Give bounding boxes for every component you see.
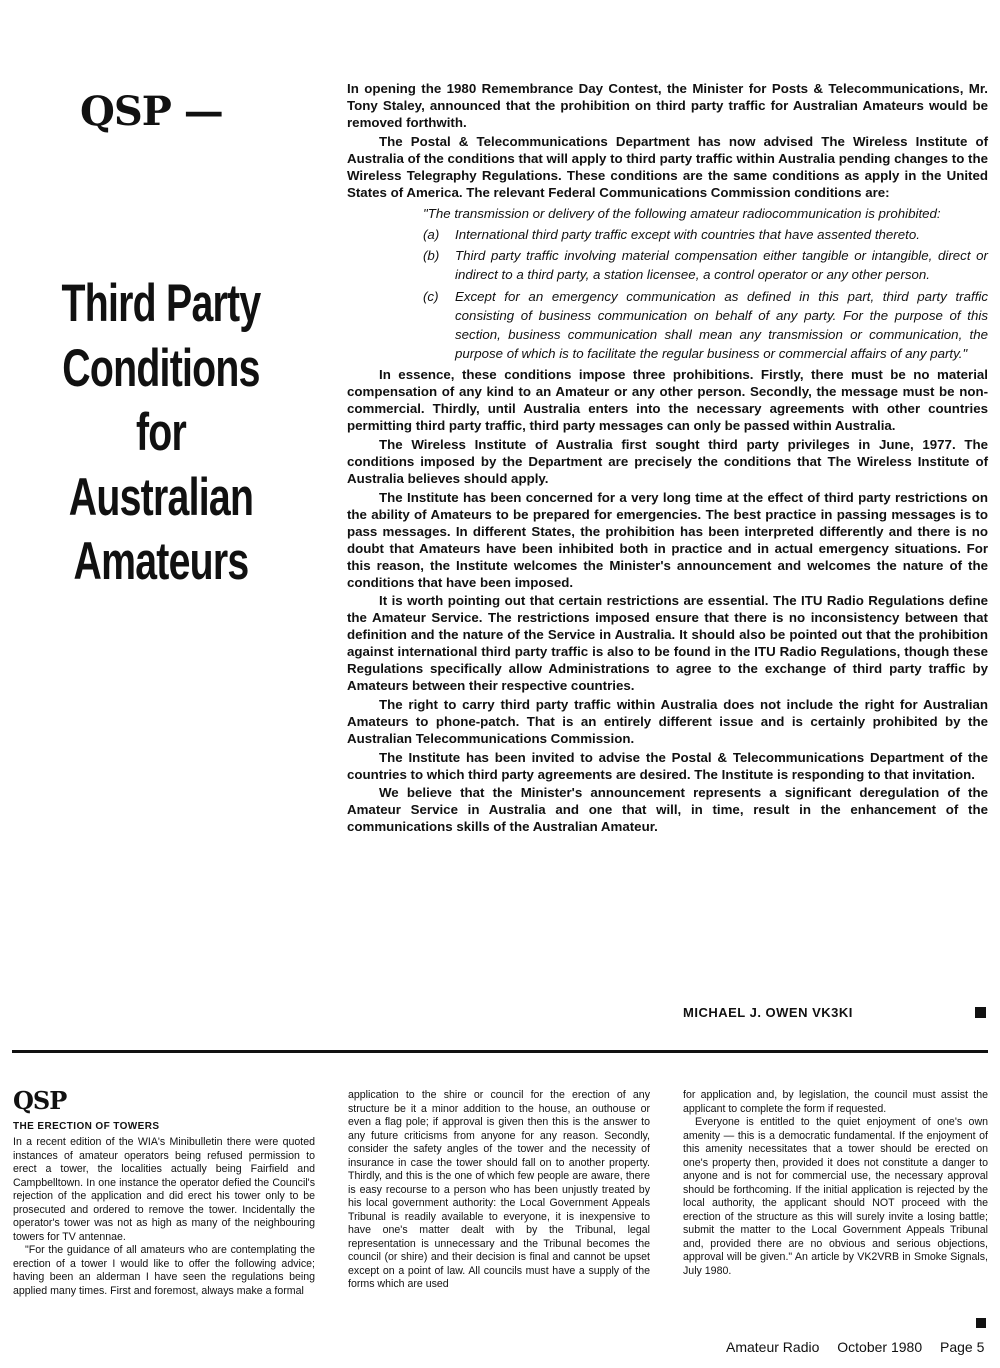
article-paragraph: It is worth pointing out that certain restrictions are essential. The ITU Radio Regulations define the Amateur Service. The restrictions imposed ensure that there is no inconsistency between that definition and the nature of the Service in Australia. It should also be pointed out that the prohibition against international third party traffic is also to be found in the ITU Radio Regulations, though these Regulations specifically allow Administrations to agree to the exchange of third party traffic by Amateurs between their respective countries.	[347, 593, 988, 694]
quote-item-label: (a)	[423, 226, 440, 242]
article-paragraph: We believe that the Minister's announcement represents a significant deregulation of the Amateur Service in Australia and one that will, in time, result in the enhancement of the communications skills of the Australian Amateur.	[347, 785, 988, 835]
column-paragraph: for application and, by legislation, the council must assist the applicant to complete the form if requested.	[683, 1089, 988, 1115]
article-paragraph: The Wireless Institute of Australia first sought third party privileges in June, 1977. The conditions imposed by the Department are precisely the conditions that The Wireless Institute of Australia believes should apply.	[347, 437, 988, 486]
section-divider	[12, 1050, 988, 1053]
headline-line: Third Party	[61, 274, 261, 333]
quote-item-text: Third party traffic involving material compensation either tangible or intangible, direct or indirect to a third party, a station licensee, a control operator or any other person.	[455, 248, 988, 283]
quote-item-text: International third party traffic except with countries that have assented thereto.	[455, 226, 920, 242]
article-paragraph: The Postal & Telecommunications Department has now advised The Wireless Institute of Australia of the conditions that will apply to third party traffic within Australia pending changes to the Wireless Telegraphy Regulations. These conditions are the same conditions as apply in the United States of America. The relevant Federal Communications Commission conditions are:	[347, 133, 988, 200]
column-subheading: THE ERECTION OF TOWERS	[13, 1121, 160, 1132]
quote-item-text: Except for an emergency communication as defined in this part, third party traffic consisting of business communication on behalf of any party. For the purpose of this section, business communication shall mean any transmission or communication, the purpose of which is to facilitate the regular business or commercial affairs of any party."	[455, 288, 988, 362]
quote-item-label: (b)	[423, 248, 440, 264]
quote-item	[423, 246, 988, 284]
headline-line: for	[135, 403, 187, 462]
quote-item-label: (c)	[423, 288, 439, 304]
section-label: QSP —	[80, 88, 223, 135]
headline-line: Australian	[68, 467, 254, 527]
fcc-quote	[423, 204, 988, 364]
column-paragraph: Everyone is entitled to the quiet enjoyment of one's own amenity — this is a democratic fundamental. If the enjoyment of this amenity necessitates that a tower should be erected on one's property then, provided it does not constitute a danger to anyone and is not for commercial use, the necessary approval should be forthcoming. If the initial application is rejected by the local authority, the applicant should NOT proceed with the erection of the structure as this will surely invite a losing battle; submit the matter to the Local Government Appeals Tribunal and, provided there are no obvious and serious objections, approval will be given." An article by VK2VRB in Smoke Signals, July 1980.	[683, 1116, 988, 1277]
column-paragraph: "For the guidance of all amateurs who are contemplating the erection of a tower I would like to offer the following advice; having been an alderman I have seen the regulations being applied many times. First and foremost, always make a formal	[13, 1244, 315, 1297]
quote-lead: "The transmission or delivery of the following amateur radiocommunication is prohibited:	[423, 205, 941, 221]
author-byline: MICHAEL J. OWEN VK3KI	[683, 1005, 853, 1020]
column-paragraph: In a recent edition of the WIA's Minibulletin there were quoted instances of amateur operators being refused permission to erect a tower, the localities actually being Fairfield and Campbelltown. In one instance the operator defied the Council's rejection of the application and did erect his tower only to be prosecuted and ordered to remove the tower. Incidentally the operator's tower was not as high as many of the neighbouring towers for TV antennae.	[13, 1136, 315, 1243]
page-footer	[726, 1339, 984, 1355]
footer-issue: October 1980	[837, 1339, 923, 1355]
article-paragraph: The right to carry third party traffic within Australia does not include the right for Australian Amateurs to phone-patch. That is an entirely different issue and is certainly prohibited by the Australian Telecommunications Commission.	[347, 697, 988, 747]
headline-line: Conditions	[62, 338, 260, 398]
headline	[55, 272, 267, 595]
end-mark-icon	[975, 1007, 986, 1018]
article-paragraph: The Institute has been invited to advise the Postal & Telecommunications Department of the countries to which third party agreements are desired. The Institute is responding to that invitation.	[347, 749, 988, 782]
text-column-3	[683, 1089, 988, 1278]
footer-magazine: Amateur Radio	[726, 1339, 820, 1355]
quote-item	[423, 287, 988, 364]
column-paragraph: application to the shire or council for the erection of any structure be it a minor addition to the house, an outhouse or even a flag pole; if approval is given then this is the answer to any future criticisms from anyone for any reason. Secondly, consider the safety angles of the tower and the necessity of insurance in case the tower should fall on to another property. Thirdly, and this is the one of which few people are aware, there is easy recourse to a person who has been unjustly treated by his local government authority: the Local Government Appeals Tribunal is readily available to everyone, it is inexpensive to have one's matter dealt with by the Tribunal, legal representation is unnecessary and the Tribunal becomes the council (or shire) and their decision is final and cannot be upset except on a point of law. All councils must have a supply of the forms which are used	[348, 1089, 650, 1290]
article-body	[347, 80, 988, 837]
headline-line: Amateurs	[73, 532, 249, 591]
column-section-label: QSP	[13, 1086, 67, 1115]
article-paragraph: The Institute has been concerned for a very long time at the effect of third party restrictions on the ability of Amateurs to be prepared for emergencies. The best practice in passing messages is to pass messages. In different States, the prohibition has been interpreted differently and there is no doubt that Amateurs have been inhibited both in practice and in actual emergency situations. For this reason, the Institute welcomes the Minister's announcement and welcomes the nature of the conditions that have been imposed.	[347, 489, 988, 590]
quote-item	[423, 225, 988, 244]
article-paragraph: In opening the 1980 Remembrance Day Contest, the Minister for Posts & Telecommunications, Mr. Tony Staley, announced that the prohibition on third party traffic for Australian Amateurs would be removed forthwith.	[347, 81, 988, 130]
text-column-1	[13, 1136, 315, 1298]
end-mark-icon	[976, 1318, 986, 1328]
footer-page-number: Page 5	[940, 1339, 985, 1355]
text-column-2	[348, 1089, 650, 1292]
article-paragraph: In essence, these conditions impose three prohibitions. Firstly, there must be no material compensation of any kind to an Amateur or any other person. Secondly, the message must be non-commercial. Thirdly, until Australia enters into the necessary agreements with other countries permitting third party traffic, third party messages can only be passed within Australia.	[347, 367, 988, 434]
